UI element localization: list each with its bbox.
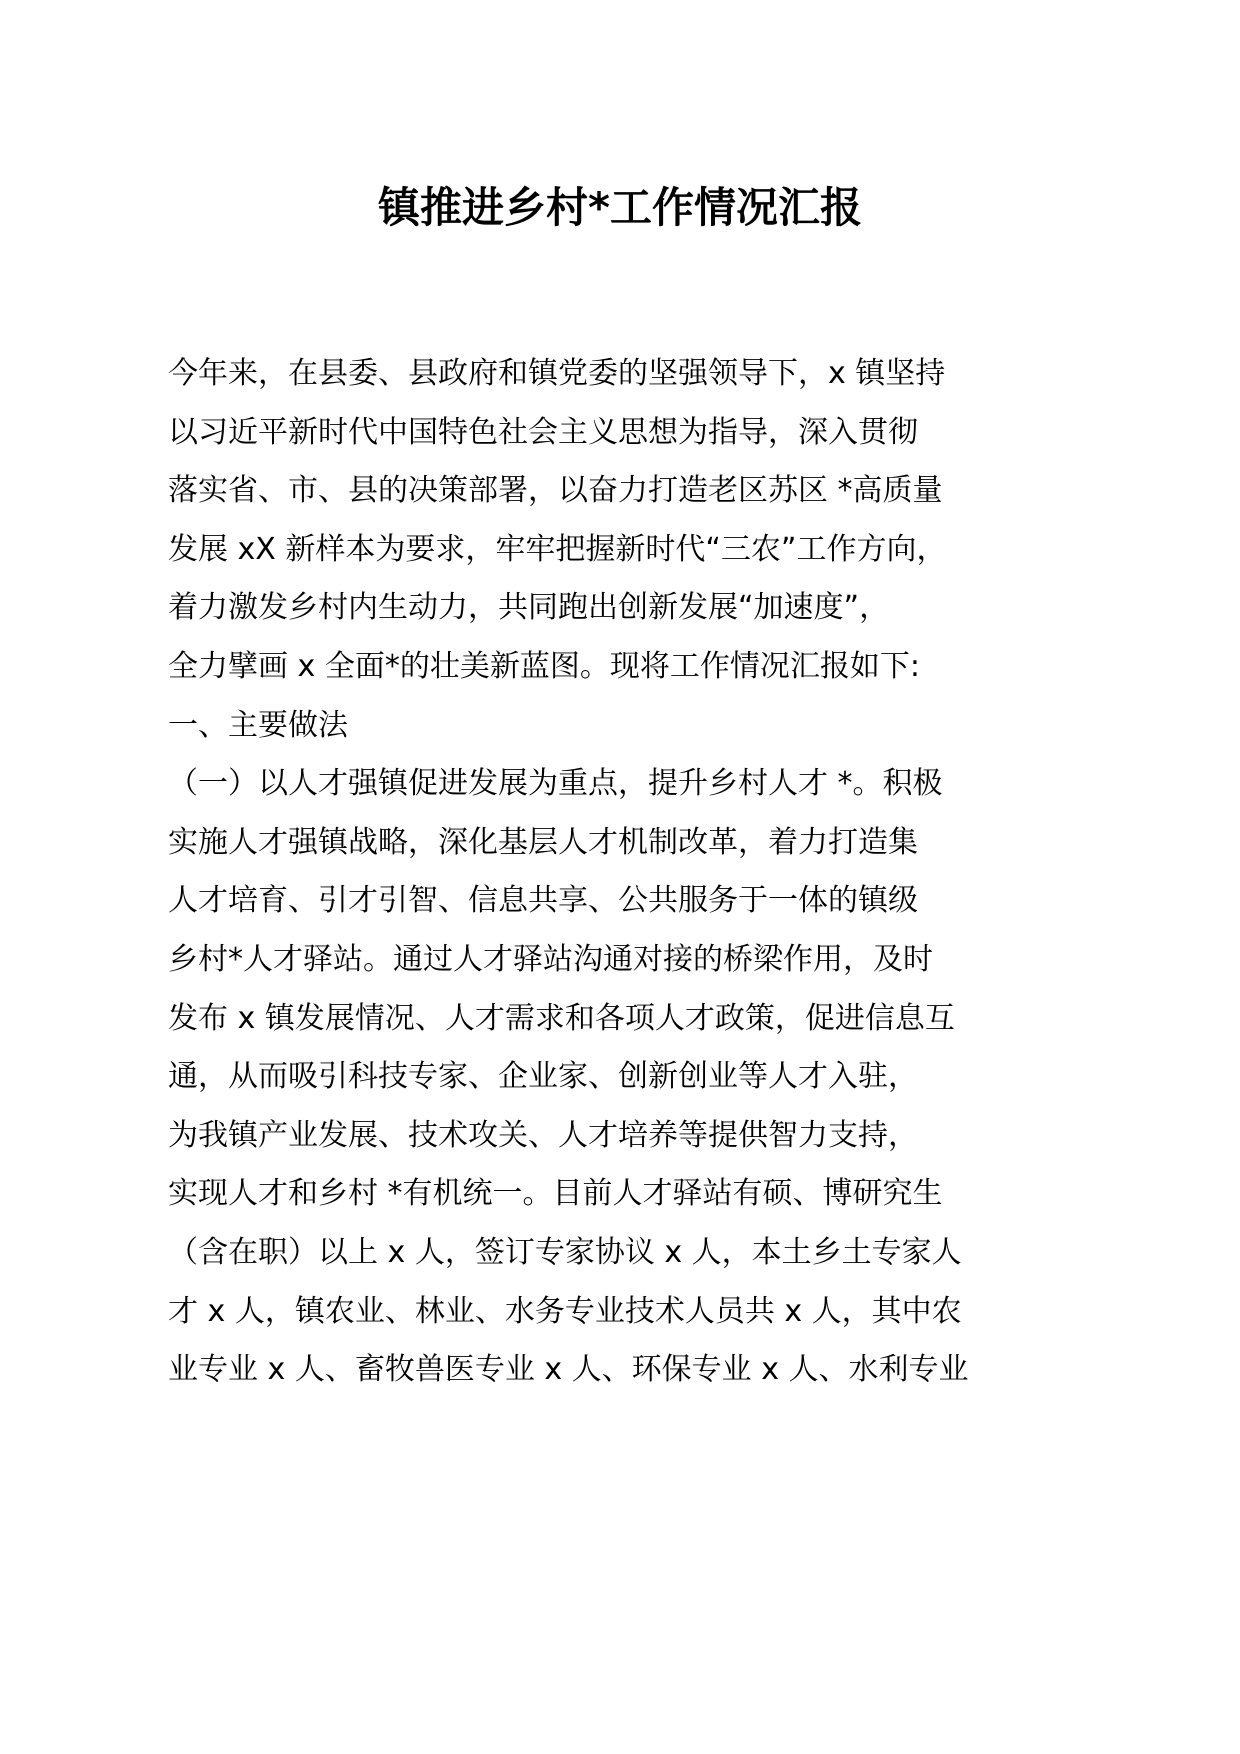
body-line: 实现人才和乡村 *有机统一。目前人才驿站有硕、博研究生 xyxy=(168,1176,943,1212)
body-line: 乡村*人才驿站。通过人才驿站沟通对接的桥梁作用，及时 xyxy=(168,941,933,977)
section-heading: 一、主要做法 xyxy=(168,707,348,743)
body-line: 发布 x 镇发展情况、人才需求和各项人才政策，促进信息互 xyxy=(168,1000,955,1036)
body-line: 通，从而吸引科技专家、企业家、创新创业等人才入驻， xyxy=(168,1059,918,1095)
body-line: 着力激发乡村内生动力，共同跑出创新发展“加速度”， xyxy=(168,590,890,626)
body-line: 业专业 x 人、畜牧兽医专业 x 人、环保专业 x 人、水利专业 xyxy=(168,1352,969,1388)
body-line: （含在职）以上 x 人，签订专家协议 x 人，本土乡土专家人 xyxy=(168,1234,962,1270)
body-line: 为我镇产业发展、技术攻关、人才培养等提供智力支持， xyxy=(168,1117,918,1153)
body-line: 人才培育、引才引智、信息共享、公共服务于一体的镇级 xyxy=(168,883,918,919)
body-line: 发展 xX 新样本为要求，牢牢把握新时代“三农”工作方向， xyxy=(168,531,947,567)
body-line: 才 x 人，镇农业、林业、水务专业技术人员共 x 人，其中农 xyxy=(168,1293,962,1329)
body-line: 今年来，在县委、县政府和镇党委的坚强领导下，x 镇坚持 xyxy=(168,356,946,391)
body-line: 落实省、市、县的决策部署，以奋力打造老区苏区 *高质量 xyxy=(168,473,943,509)
document-title: 镇推进乡村*工作情况汇报 xyxy=(378,183,862,232)
document-body xyxy=(168,345,1088,1400)
body-line: 实施人才强镇战略，深化基层人才机制改革，着力打造集 xyxy=(168,824,918,860)
body-line: 以习近平新时代中国特色社会主义思想为指导，深入贯彻 xyxy=(168,414,918,450)
subsection-heading-line: （一）以人才强镇促进发展为重点，提升乡村人才 *。积极 xyxy=(168,766,943,802)
body-line: 全力擘画 x 全面*的壮美新蓝图。现将工作情况汇报如下: xyxy=(168,648,920,684)
